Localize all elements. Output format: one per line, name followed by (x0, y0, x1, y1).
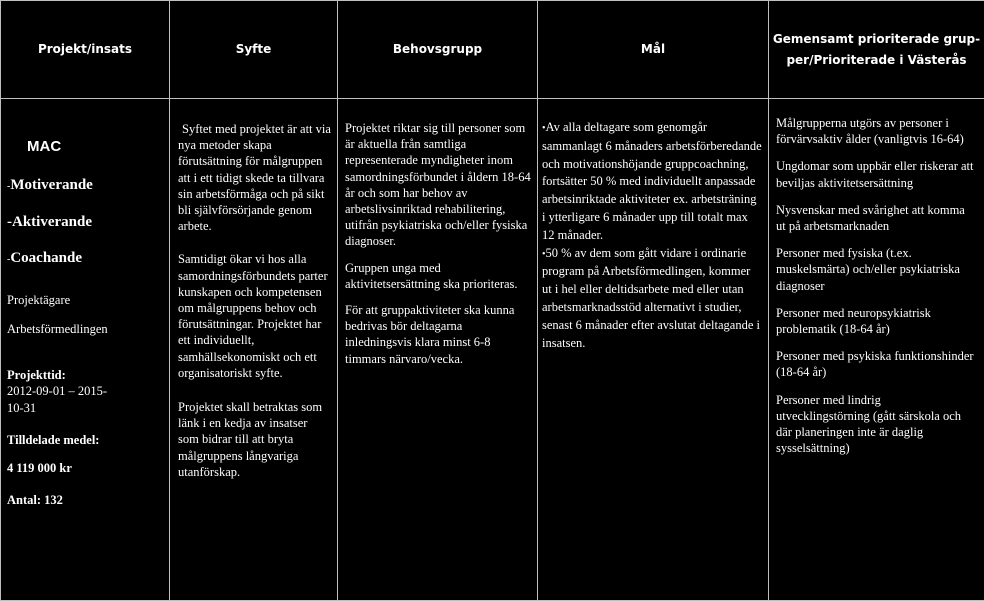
priority-group: Personer med psykiska funktionshinder (18-64 år) (776, 349, 974, 380)
project-cell (1, 99, 170, 601)
project-name: MAC (27, 138, 62, 155)
project-time: Projekttid: 2012-09-01 – 2015-10-31 (7, 368, 107, 415)
syfte-paragraph: Samtidigt ökar vi hos alla samordningsförbundets parter kunskapen och kompetensen om målgruppens behov och förutsättningar. Projektet har ett individuellt, samhällsekonomiskt och ett organisatoriskt syfte. (178, 252, 328, 380)
behovsgrupp-paragraph: Projektet riktar sig till personer som är aktuella från samtliga representerade myndigheter inom samordningsförbundet i åldern 18-64 år och som har behov av arbetslivsinriktad rehabilitering, utifrån psykiatriska och/eller fysiska diagnoser. (345, 121, 531, 249)
priority-group: Personer med lindrig utvecklingstörning (gått särskola och där planeringen inte är daglig sysselsättning) (776, 392, 962, 456)
content-row (1, 99, 984, 601)
funds-label: Tilldelade medel: (7, 432, 100, 447)
behovsgrupp-paragraph: För att gruppaktiviteter ska kunna bedrivas bör deltagarna inledningsvis klara minst 6-8 timmars närvaro/vecka. (345, 303, 515, 366)
header-syfte: Syfte (170, 1, 338, 99)
header-prioriterade: Gemensamt prioriterade grup- per/Prioriterade i Västerås (769, 1, 984, 99)
funds-value: 4 119 000 kr (7, 461, 72, 476)
bullet-icon: • (542, 248, 546, 260)
behovsgrupp-paragraph: Gruppen unga med aktivitetsersättning ska prioriteras. (345, 260, 518, 291)
owner-value: Arbetsförmedlingen (7, 322, 108, 337)
syfte-cell (170, 99, 338, 601)
mal-cell (538, 99, 769, 601)
syfte-paragraph: Projektet skall betraktas som länk i en kedja av insatser som bidrar till att bryta målgruppens långvariga utanförskap. (178, 400, 323, 479)
motto-line-2: -Aktiverande (7, 214, 92, 231)
owner-label: Projektägare (7, 292, 71, 307)
priority-group: Ungdomar som uppbär eller riskerar att beviljas aktivitetsersättning (776, 159, 974, 190)
behovsgrupp-cell (338, 99, 538, 601)
header-behovsgrupp: Behovsgrupp (338, 1, 538, 99)
mal-goal: •50 % av dem som gått vidare i ordinarie program på Arbetsförmedlingen, kommer ut i hel eller deltidsarbete med eller utan arbetsmarknadsstöd alternativt i studier, senast 6 månader efter avslutat deltagande i insatsen. (542, 245, 760, 350)
motto-line-1: -Motiverande (7, 177, 93, 194)
priority-group: Personer med fysiska (t.ex. muskelsmärta) och/eller psykiatriska diagnoser (776, 246, 960, 293)
mal-goal: •Av alla deltagare som genomgår sammanlagt 6 månaders arbetsförberedande och motivationshöjande gruppcoachning, fortsätter 50 % med individuellt anpassade arbetsinriktade aktiviteter ex. arbetsträning i ytterligare 6 månader upp till totalt max 12 månader. (542, 120, 762, 242)
header-mal: Mål (538, 1, 769, 99)
participant-count: Antal: 132 (7, 493, 63, 508)
priority-group: Nysvenskar med svårighet att komma ut på arbetsmarknaden (776, 202, 965, 234)
header-row (1, 1, 984, 99)
motto-line-3: -Coachande (7, 249, 83, 266)
bullet-icon: • (542, 123, 546, 134)
priority-group: Målgrupperna utgörs av personer i förvärvsaktiv ålder (vanligtvis 16-64) (776, 116, 964, 147)
priority-group: Personer med neuropsykiatrisk problematik (18-64 år) (776, 305, 931, 337)
header-projekt: Projekt/insats (1, 1, 170, 99)
prioriterade-cell (769, 99, 984, 601)
syfte-paragraph: Syftet med projektet är att via nya metoder skapa förutsättning för målgruppen att i ett tidigt skede ta tillvara sin arbetsförmåga och på sikt bli självförsörjande genom arbete. (178, 122, 331, 234)
